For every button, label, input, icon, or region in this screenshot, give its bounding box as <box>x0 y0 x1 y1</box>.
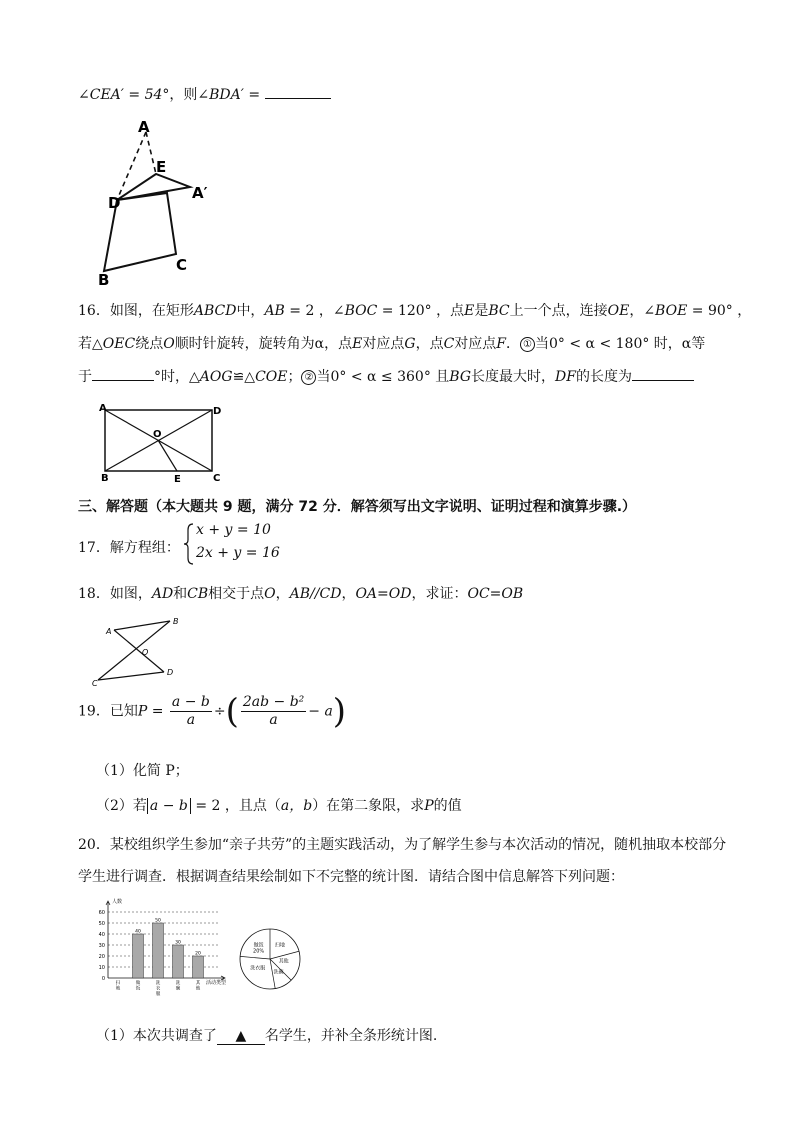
right-paren-icon: ) <box>332 691 347 732</box>
y-axis-label: 人数 <box>112 899 123 905</box>
pie-slice-label: 做饭 <box>253 942 264 949</box>
text: AB//CD <box>289 586 342 602</box>
text: 的值 <box>433 798 462 814</box>
q17-eq1: x + y = 10 <box>196 522 271 538</box>
x-tick-label: 饭 <box>135 986 141 992</box>
y-tick-label: 50 <box>98 921 105 927</box>
system-brace-icon <box>183 522 195 566</box>
x-tick-label: 他 <box>195 986 201 992</box>
text: 上一个点，连接 <box>509 303 608 319</box>
pie-slice-label: 扫地 <box>274 942 285 949</box>
text: E <box>352 336 363 352</box>
text: 名学生，并补全条形统计图. <box>264 1028 438 1044</box>
text: BG <box>449 369 472 385</box>
q16-line1 <box>78 300 751 320</box>
segment-oe <box>158 440 177 471</box>
label-a: A <box>138 118 150 136</box>
text: = <box>147 703 168 720</box>
label-c: C <box>176 256 188 274</box>
x-tick-label: 服 <box>155 992 161 997</box>
x-tick-label: 地 <box>115 986 121 992</box>
text: 是 <box>474 303 489 319</box>
text: 对应点 <box>362 336 405 352</box>
q15-condition <box>78 84 331 104</box>
y-tick-label: 40 <box>98 932 105 938</box>
y-tick-label: 30 <box>98 943 105 949</box>
angle-bda-text: ∠BDA′ = <box>197 87 261 103</box>
text: P <box>137 703 148 720</box>
text: ∠BOE <box>643 303 688 319</box>
label-c: C <box>213 473 221 484</box>
segment-ae <box>146 132 156 174</box>
bar-value-label: 20 <box>195 951 201 957</box>
text: 中， <box>236 303 265 319</box>
text: ， <box>341 586 356 602</box>
q16-answer-blank-2[interactable] <box>632 366 694 381</box>
x-tick-label: 洗 <box>155 981 161 986</box>
text: 于 <box>78 369 92 385</box>
x-tick-label: 扫 <box>115 981 121 986</box>
pie-chart <box>235 924 305 994</box>
label-d: D <box>213 406 222 417</box>
text: = 2 ，且点（ <box>190 798 281 814</box>
text: 和 <box>173 586 188 602</box>
text: CB <box>187 586 209 602</box>
text: ， <box>275 586 290 602</box>
text: P <box>424 798 434 814</box>
bar <box>153 923 164 978</box>
label-o: O <box>142 648 149 657</box>
y-tick-label: 60 <box>98 910 105 916</box>
x-tick-label: 其 <box>195 981 201 986</box>
triangle-mark-icon: ▲ <box>235 1028 247 1044</box>
bar-value-label: 30 <box>175 940 181 946</box>
text: AB <box>264 303 285 319</box>
text: 当0° < α < 180° 时，α等 <box>535 336 706 352</box>
label-d: D <box>108 194 121 212</box>
q20-line1: 20．某校组织学生参加“亲子共劳”的主题实践活动，为了解学生参与本次活动的情况，随机抽取本校部分 <box>78 837 727 853</box>
pie-slice-label: 洗碗 <box>273 969 284 976</box>
q19-sub2 <box>96 795 462 815</box>
text: °时，△ <box>154 369 200 385</box>
x-tick-label: 做 <box>135 981 141 986</box>
angle-cea-text: ∠CEA′ = 54° <box>78 87 170 103</box>
text: ）在第二象限，求 <box>312 798 425 814</box>
q16-line2 <box>78 333 705 353</box>
text: G <box>404 336 416 352</box>
label-c: C <box>92 679 98 688</box>
q15-figure <box>90 118 220 288</box>
circled-one: ① <box>520 337 535 352</box>
text: ，求证： <box>411 586 468 602</box>
text: − a <box>308 703 333 720</box>
text: BC <box>488 303 510 319</box>
q17-prefix: 17．解方程组： <box>78 540 180 556</box>
bar-value-label: 40 <box>135 929 141 935</box>
y-tick-label: 0 <box>101 976 105 982</box>
text: ； <box>287 369 302 385</box>
text: OA=OD <box>355 586 412 602</box>
text: a <box>269 712 278 728</box>
text: a，b <box>280 798 313 814</box>
connector-text: ，则 <box>169 87 198 103</box>
text: ，点 <box>415 336 444 352</box>
q20-line2: 学生进行调查．根据调查结果绘制如下不完整的统计图．请结合图中信息解答下列问题： <box>78 869 624 885</box>
bar <box>193 956 204 978</box>
q19-sub1: （1）化简 P； <box>96 763 189 779</box>
x-tick-label: 衣 <box>155 986 161 992</box>
y-tick-label: 10 <box>98 965 105 971</box>
label-a-prime: A′ <box>192 184 208 202</box>
text: 的长度为 <box>575 369 632 385</box>
text: a − b <box>171 694 210 710</box>
text: DF <box>555 369 576 385</box>
text: OE <box>607 303 630 319</box>
q16-answer-blank-1[interactable] <box>92 366 154 381</box>
text: 2ab − b² <box>242 694 305 710</box>
text: 16．如图，在矩形 <box>78 303 194 319</box>
text: ∠BOC <box>332 303 378 319</box>
segment-cd <box>98 672 164 680</box>
text: 顺时针旋转，旋转角为α，点 <box>174 336 353 352</box>
text: OEC <box>102 336 136 352</box>
label-e: E <box>174 474 181 484</box>
q20-answer-blank[interactable] <box>217 1028 265 1045</box>
text: O <box>163 336 175 352</box>
q18-figure <box>90 612 190 688</box>
y-tick-label: 20 <box>98 954 105 960</box>
text: COE <box>255 369 288 385</box>
pie-slice-label: 洗衣服 <box>250 965 266 972</box>
text: C <box>443 336 455 352</box>
text: 18．如图， <box>78 586 152 602</box>
pie-slice-label: 其他 <box>278 958 289 965</box>
label-e: E <box>156 158 167 176</box>
left-paren-icon: ( <box>225 691 239 732</box>
text: 对应点 <box>454 336 497 352</box>
text: = 90° ， <box>687 303 752 319</box>
text: ABCD <box>193 303 237 319</box>
q17-eq2: 2x + y = 16 <box>196 545 280 561</box>
bar-value-label: 50 <box>155 918 161 924</box>
text: 长度最大时， <box>471 369 556 385</box>
bar <box>133 934 144 978</box>
text: （1）本次共调查了 <box>96 1028 217 1044</box>
label-b: B <box>98 271 110 288</box>
text: a − b <box>147 798 191 814</box>
label-b: B <box>173 617 179 626</box>
text: = 120° ，点 <box>377 303 465 319</box>
pie-slice-value: 20% <box>253 948 265 955</box>
text: 绕点 <box>135 336 164 352</box>
bar <box>173 945 184 978</box>
triangle-dea <box>117 174 190 200</box>
text: F <box>496 336 507 352</box>
text: ， <box>629 303 644 319</box>
text: = 2 ， <box>284 303 333 319</box>
fraction-a-minus-b-over-a <box>170 694 212 729</box>
bar-chart <box>92 896 242 1001</box>
label-a: A <box>106 627 112 636</box>
q15-answer-blank[interactable] <box>265 84 331 99</box>
circled-two: ② <box>301 370 316 385</box>
text: （2）若 <box>96 798 147 814</box>
q19-statement <box>78 691 347 732</box>
pie-slice-edge <box>240 956 270 959</box>
text: AOG <box>199 369 233 385</box>
q16-figure <box>95 400 225 484</box>
section-3-heading: 三、解答题（本大题共 9 题，满分 72 分．解答须写出文字说明、证明过程和演算步骤.） <box>78 499 637 515</box>
fraction-2ab-minus-b2-over-a <box>241 694 306 729</box>
text: 19．已知 <box>78 703 138 720</box>
text: ≌△ <box>232 369 256 385</box>
label-b: B <box>101 473 109 484</box>
text: a <box>186 712 196 728</box>
label-a: A <box>99 403 107 414</box>
x-tick-label: 洗 <box>175 981 181 986</box>
q18-text <box>78 583 523 603</box>
x-axis-label: 活动类型 <box>206 980 227 986</box>
text: 相交于点 <box>208 586 265 602</box>
text: ÷ <box>213 703 226 720</box>
text: 当0° < α ≤ 360° 且 <box>316 369 450 385</box>
text: E <box>464 303 475 319</box>
text: ． <box>506 336 521 352</box>
text: O <box>264 586 276 602</box>
label-d: D <box>167 668 174 677</box>
segment-ad <box>114 630 164 672</box>
q16-line3 <box>78 366 694 386</box>
x-tick-label: 碗 <box>175 986 181 992</box>
text: 若△ <box>78 336 103 352</box>
q20-sub1 <box>96 1025 437 1045</box>
text: OC=OB <box>467 586 524 602</box>
label-o: O <box>153 429 162 440</box>
text: AD <box>151 586 174 602</box>
